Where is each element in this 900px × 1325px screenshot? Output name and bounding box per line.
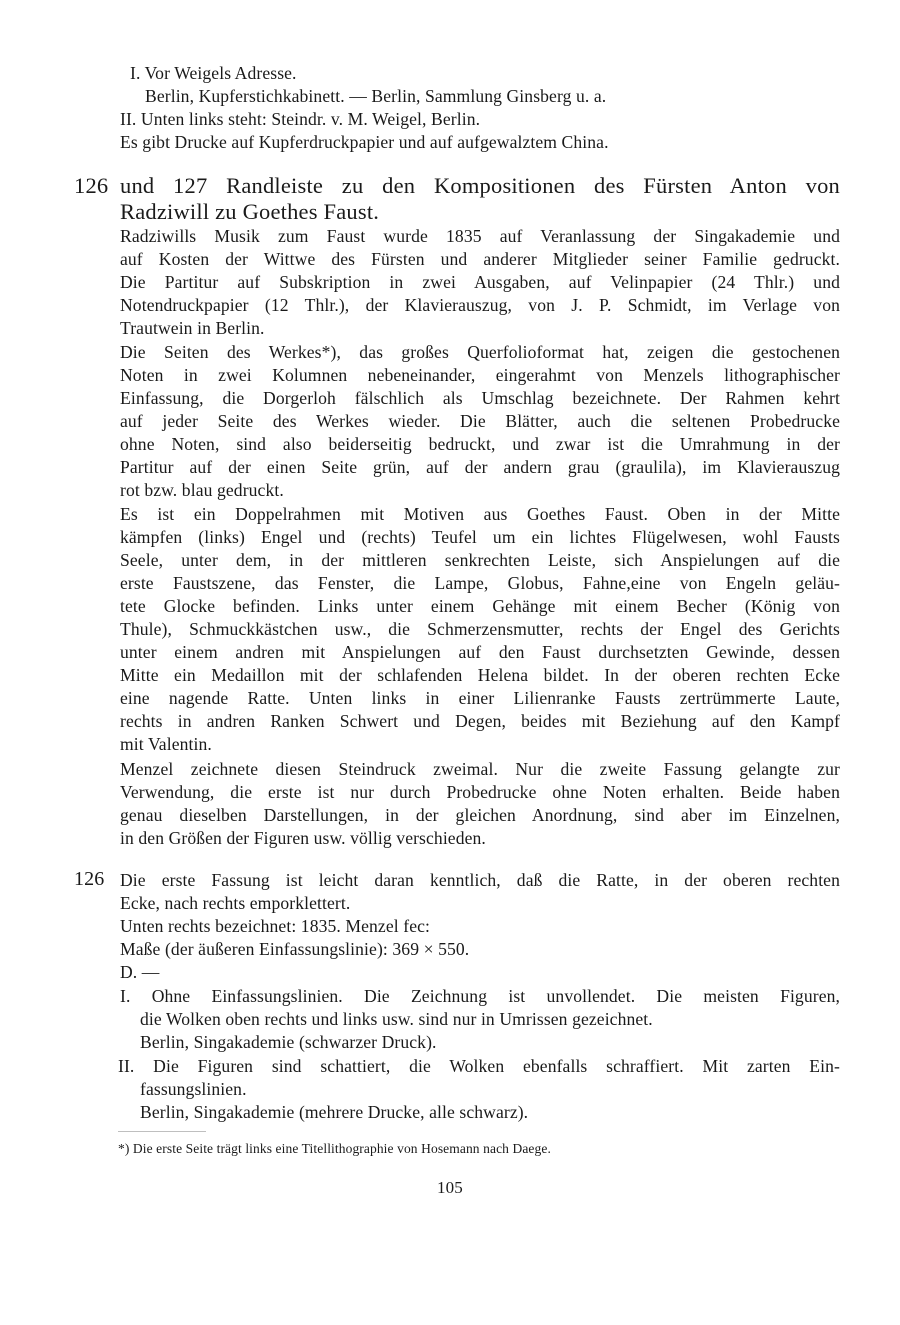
reference-line: D. — bbox=[120, 962, 160, 982]
paragraph-line: rot bzw. blau gedruckt. bbox=[120, 480, 284, 500]
paragraph-line: auf jeder Seite des Werkes wieder. Die Blätter, auch die seltenen Probedrucke bbox=[120, 411, 840, 431]
state-line: fassungslinien. bbox=[140, 1079, 247, 1099]
paragraph-line: eine nagende Ratte. Unten links in einer Lilienranke Fausts zertrümmerte Laute, bbox=[120, 688, 840, 708]
paragraph-line: Trautwein in Berlin. bbox=[120, 318, 265, 338]
paragraph-line: Die Partitur auf Subskription in zwei Ausgaben, auf Velinpapier (24 Thlr.) und bbox=[120, 272, 840, 292]
entry-line: Die erste Fassung ist leicht daran kenntlich, daß die Ratte, in der oberen rechten bbox=[120, 870, 840, 890]
note-line: Es gibt Drucke auf Kupferdruckpapier und auf aufgewalztem China. bbox=[120, 132, 609, 152]
paragraph-line: mit Valentin. bbox=[120, 734, 212, 754]
paragraph-line: in den Größen der Figuren usw. völlig verschieden. bbox=[120, 828, 486, 848]
paragraph-line: Partitur auf der einen Seite grün, auf der andern grau (graulila), im Klavierauszug bbox=[120, 457, 840, 477]
entry-line: Ecke, nach rechts emporklettert. bbox=[120, 893, 351, 913]
paragraph-line: ohne Noten, sind also beiderseitig bedruckt, und zwar ist die Umrahmung in der bbox=[120, 434, 840, 454]
state-line: I. Ohne Einfassungslinien. Die Zeichnung ist unvollendet. Die meisten Figuren, bbox=[120, 986, 840, 1006]
signature-line: Unten rechts bezeichnet: 1835. Menzel fec: bbox=[120, 916, 431, 936]
paragraph-line: Menzel zeichnete diesen Steindruck zweimal. Nur die zweite Fassung gelangte zur bbox=[120, 759, 840, 779]
collection-line: Berlin, Singakademie (schwarzer Druck). bbox=[140, 1032, 437, 1052]
entry-number: 126 bbox=[74, 173, 109, 198]
paragraph-line: unter einem andren mit Anspielungen auf den Faust durchsetzten Gewinde, dessen bbox=[120, 642, 840, 662]
entry-heading: Radziwill zu Goethes Faust. bbox=[120, 199, 380, 224]
paragraph-line: Mitte ein Medaillon mit der schlafenden Helena bildet. In der oberen rechten Ecke bbox=[120, 665, 840, 685]
paragraph-line: Verwendung, die erste ist nur durch Probedrucke ohne Noten erhalten. Beide haben bbox=[120, 782, 840, 802]
entry-number: 126 bbox=[74, 868, 105, 890]
entry-heading: und 127 Randleiste zu den Kompositionen des Fürsten Anton von bbox=[120, 173, 840, 198]
state-line: die Wolken oben rechts und links usw. sind nur in Umrissen gezeichnet. bbox=[140, 1009, 653, 1029]
footnote-rule bbox=[118, 1131, 206, 1132]
paragraph-line: auf Kosten der Wittwe des Fürsten und anderer Mitglieder seiner Familie gedruckt. bbox=[120, 249, 840, 269]
collection-line: Berlin, Singakademie (mehrere Drucke, alle schwarz). bbox=[140, 1102, 529, 1122]
state-line: II. Die Figuren sind schattiert, die Wolken ebenfalls schraffiert. Mit zarten Ein- bbox=[118, 1056, 840, 1076]
paragraph-line: genau dieselben Darstellungen, in der gleichen Anordnung, sind aber im Einzelnen, bbox=[120, 805, 840, 825]
paragraph-line: Noten in zwei Kolumnen nebeneinander, eingerahmt von Menzels lithographischer bbox=[120, 365, 840, 385]
state-line: I. Vor Weigels Adresse. bbox=[130, 63, 297, 83]
paragraph-line: rechts in andren Ranken Schwert und Degen, beides mit Beziehung auf den Kampf bbox=[120, 711, 840, 731]
dimensions-line: Maße (der äußeren Einfassungslinie): 369 × 550. bbox=[120, 939, 470, 959]
paragraph-line: kämpfen (links) Engel und (rechts) Teufel um ein lichtes Flügelwesen, wohl Fausts bbox=[120, 527, 840, 547]
paragraph-line: Es ist ein Doppelrahmen mit Motiven aus Goethes Faust. Oben in der Mitte bbox=[120, 504, 840, 524]
paragraph-line: erste Faustszene, das Fenster, die Lampe, Globus, Fahne,eine von Engeln geläu- bbox=[120, 573, 840, 593]
page-number: 105 bbox=[437, 1178, 463, 1197]
collection-line: Berlin, Kupferstichkabinett. — Berlin, Sammlung Ginsberg u. a. bbox=[145, 86, 607, 106]
paragraph-line: tete Glocke befinden. Links unter einem Gehänge mit einem Becher (König von bbox=[120, 596, 840, 616]
paragraph-line: Die Seiten des Werkes*), das großes Querfolioformat hat, zeigen die gestochenen bbox=[120, 342, 840, 362]
paragraph-line: Thule), Schmuckkästchen usw., die Schmerzensmutter, rechts der Engel des Gerichts bbox=[120, 619, 840, 639]
state-line: II. Unten links steht: Steindr. v. M. Weigel, Berlin. bbox=[120, 109, 481, 129]
paragraph-line: Radziwills Musik zum Faust wurde 1835 auf Veranlassung der Singakademie und bbox=[120, 226, 840, 246]
paragraph-line: Seele, unter dem, in der mittleren senkrechten Leiste, sich Anspielungen auf die bbox=[120, 550, 840, 570]
paragraph-line: Notendruckpapier (12 Thlr.), der Klavierauszug, von J. P. Schmidt, im Verlage von bbox=[120, 295, 840, 315]
footnote: *) Die erste Seite trägt links eine Titellithographie von Hosemann nach Daege. bbox=[118, 1141, 551, 1156]
paragraph-line: Einfassung, die Dorgerloh fälschlich als Umschlag bezeichnete. Der Rahmen kehrt bbox=[120, 388, 840, 408]
